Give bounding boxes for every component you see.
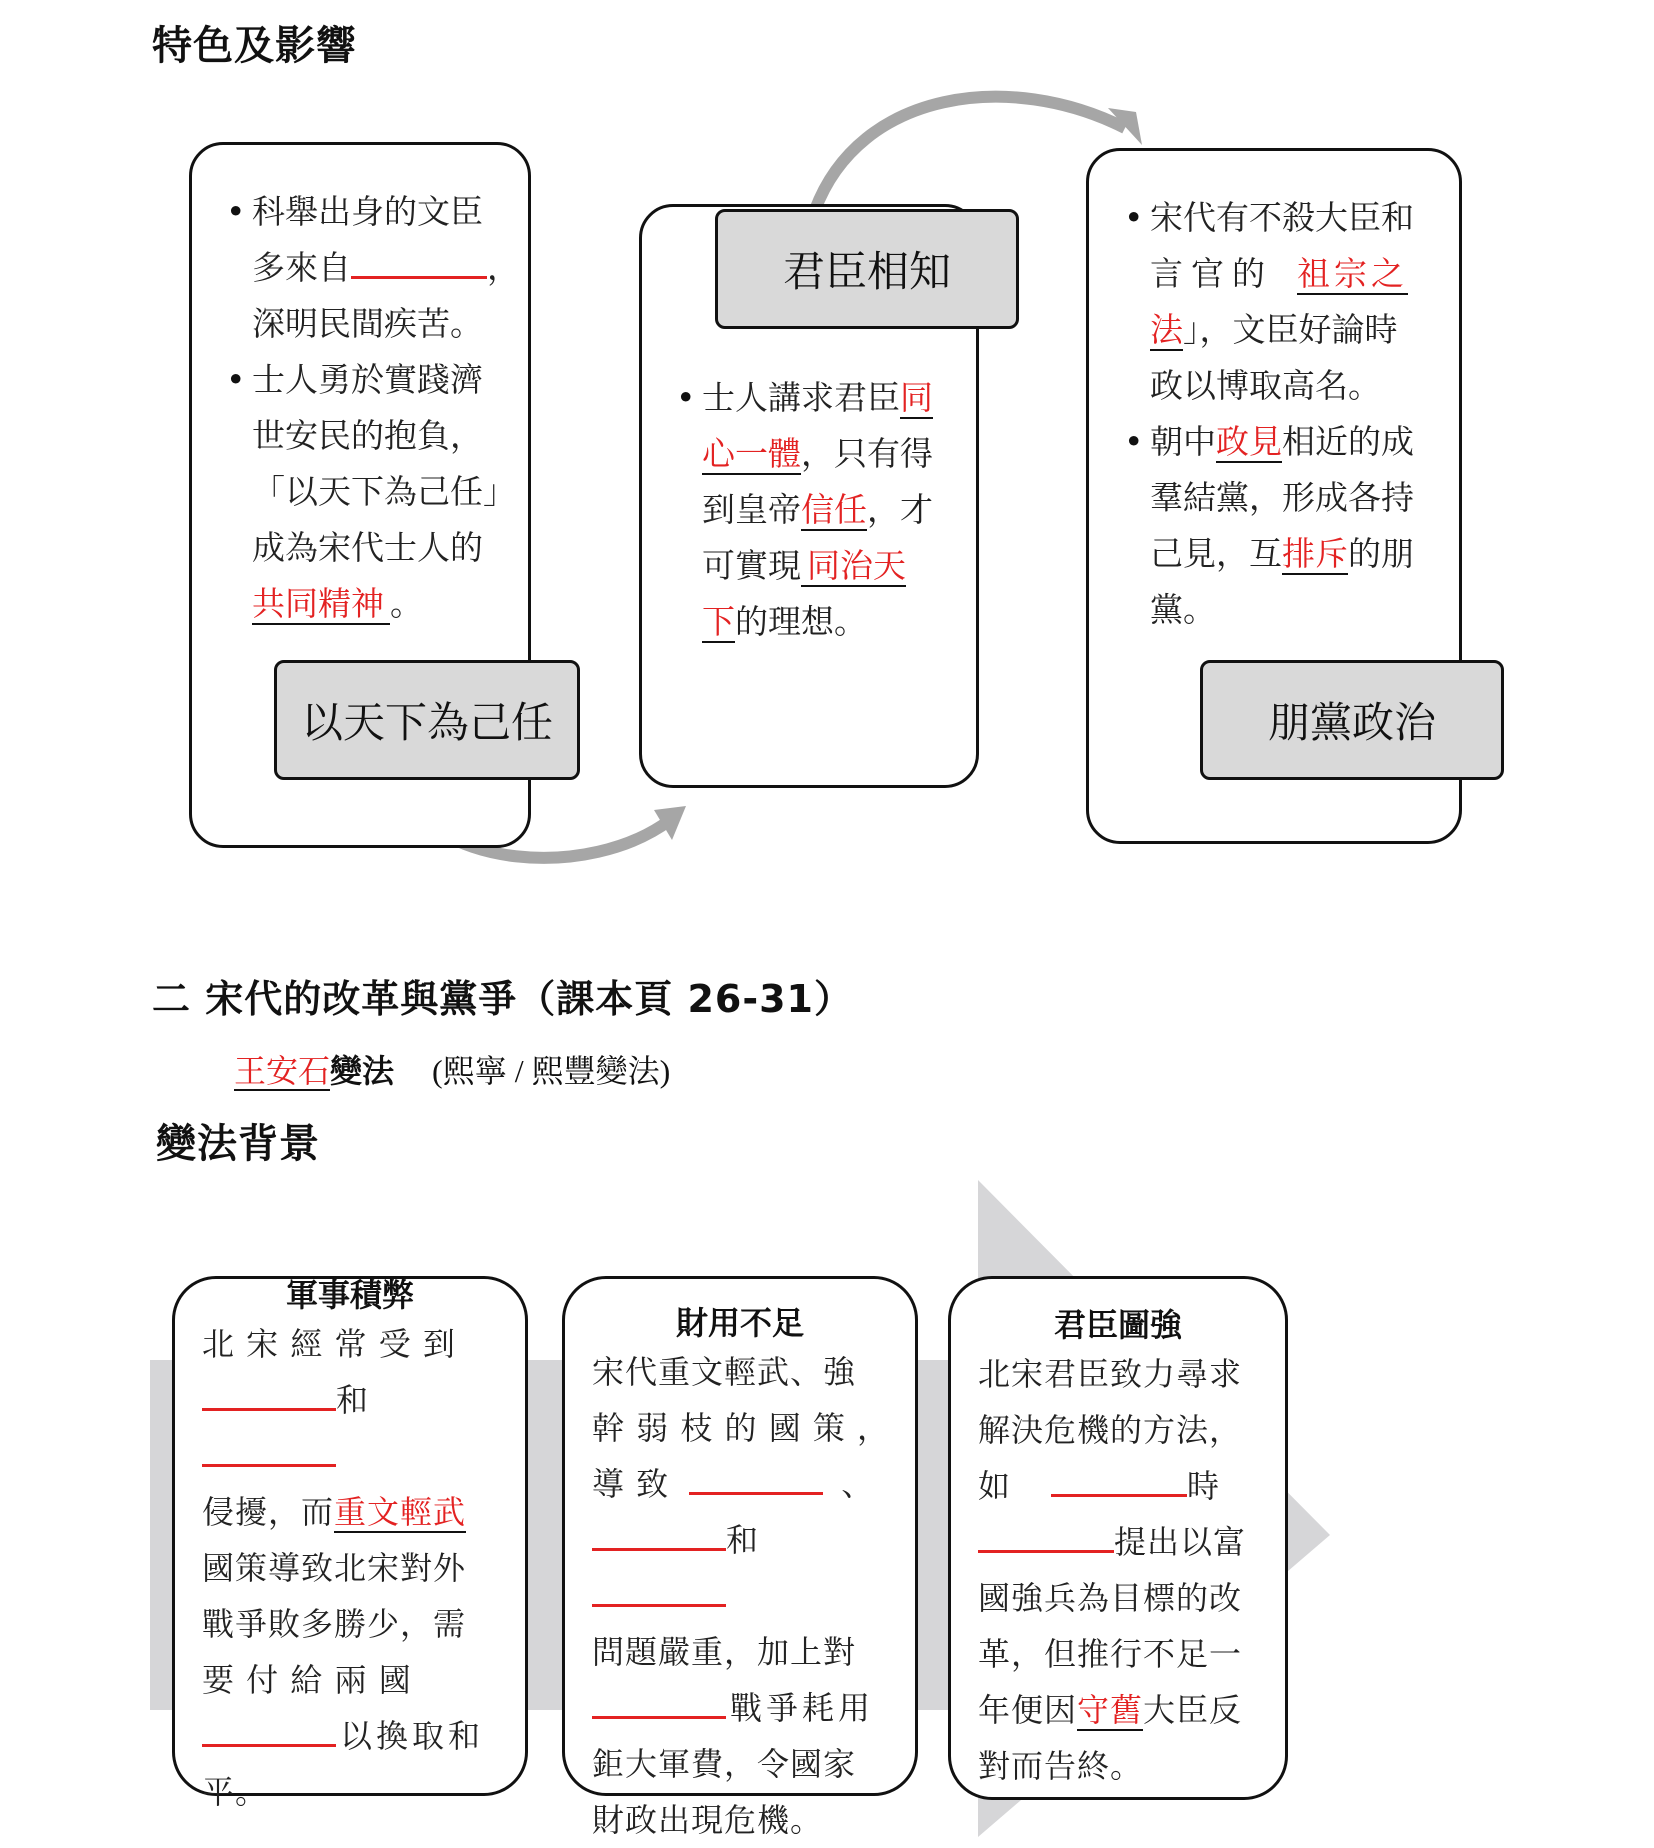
answer-shared-spirit: 共同精神 xyxy=(252,584,390,625)
box6-title: 君臣圖強 xyxy=(1053,1306,1182,1344)
label-responsibility: 以天下為己任 xyxy=(274,660,580,780)
fill-blank[interactable] xyxy=(1051,1464,1187,1497)
fill-blank[interactable] xyxy=(592,1574,726,1607)
box1-bullet-2: • 士人勇於實踐濟 世安民的抱負， 「以天下為己任」 成為宋代士人的 共同精神 。 xyxy=(226,352,526,632)
fill-blank[interactable] xyxy=(351,245,487,279)
arrow-top-curve xyxy=(815,97,1125,210)
box4-title: 軍事積弊 xyxy=(285,1276,414,1314)
fill-blank[interactable] xyxy=(592,1686,726,1719)
section-heading-features: 特色及影響 xyxy=(152,23,357,69)
box4-text: 北 宋 經 常 受 到 和 侵擾，而重文輕武 國策導致北宋對外 戰爭敗多勝少，需 要 付 給 兩 國 以換取和 平。 xyxy=(202,1325,485,1811)
label-factions: 朋黨政治 xyxy=(1200,660,1504,780)
box1-bullet-1: • 科舉出身的文臣 多來自 ， 深明民間疾苦。 xyxy=(226,184,526,352)
fill-blank[interactable] xyxy=(689,1462,823,1495)
fill-blank[interactable] xyxy=(202,1714,336,1747)
fill-blank[interactable] xyxy=(202,1434,336,1467)
fill-blank[interactable] xyxy=(978,1520,1114,1553)
box6-text: 北宋君臣致力尋求 解決危機的方法， 如 時 提出以富 國強兵為目標的改 革，但推行不足一 年便因守舊大臣反 對而告終。 xyxy=(978,1355,1247,1785)
box1-text xyxy=(226,184,526,632)
box3-text: • 宋代有不殺大臣和 言官的 祖宗之 法」，文臣好論時 政以博取高名。 • 朝中政見相近的成 羣結黨，形成各持 己見，互排斥的朋 黨。 xyxy=(1124,190,1454,638)
answer-wang-anshi: 王安石 xyxy=(234,1053,331,1089)
box5-title: 財用不足 xyxy=(675,1304,804,1342)
label-ruler-minister: 君臣相知 xyxy=(715,209,1019,329)
fill-blank[interactable] xyxy=(592,1518,726,1551)
section-heading-background: 變法背景 xyxy=(156,1121,320,1167)
fill-blank[interactable] xyxy=(202,1378,336,1411)
box2-text: • 士人講求君臣同 心一體，只有得 到皇帝信任，才 可實現 同治天 下的理想。 xyxy=(676,370,976,650)
box5-text: 宋代重文輕武、強 幹 弱 枝 的 國 策 ， 導 致 、 和 問題嚴重，加上對 戰爭耗用 鉅大軍費，令國家 財政出現危機。 xyxy=(592,1353,891,1839)
section-heading-reform: 二 宋代的改革與黨爭（課本頁 26-31） xyxy=(152,977,853,1021)
subtitle-reform: 王安石變法 (熙寧 / 熙豐變法) xyxy=(234,1053,671,1089)
